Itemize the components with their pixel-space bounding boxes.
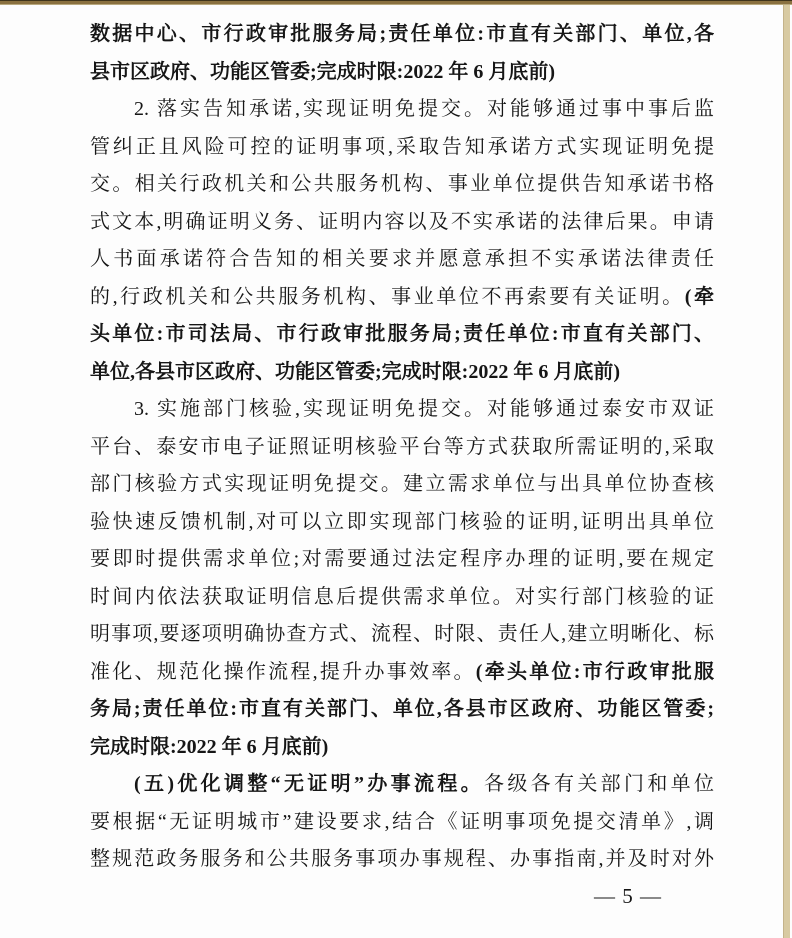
text-segment: 务局;责任单位:市直有关部门、单位,各县市区政府、功能区管委; (90, 698, 714, 720)
text-segment: 2. 落实告知承诺,实现证明免提交。对能够通过事中事后监 (134, 98, 714, 120)
text-segment: 要即时提供需求单位;对需要通过法定程序办理的证明,要在规定 (90, 548, 714, 570)
page-right-edge-strip (783, 0, 790, 938)
text-line (90, 504, 714, 542)
text-segment: 人书面承诺符合告知的相关要求并愿意承担不实承诺法律责任 (90, 248, 714, 270)
text-segment: 平台、泰安市电子证照证明核验平台等方式获取所需证明的,采取 (90, 435, 714, 458)
text-line (90, 391, 714, 429)
text-segment: (牵头单位:市行政审批服 (475, 660, 714, 683)
text-line (90, 279, 714, 317)
text-segment: 准化、规范化操作流程,提升办事效率。 (90, 660, 476, 683)
text-segment: (五)优化调整“无证明”办事流程。 (134, 773, 484, 795)
text-line (90, 691, 714, 729)
text-line (90, 429, 714, 467)
text-segment: 时间内依法获取证明信息后提供需求单位。对实行部门核验的证 (90, 585, 714, 608)
page-top-border (0, 0, 792, 5)
text-segment: 各级各有关部门和单位 (484, 773, 715, 795)
text-line (90, 54, 714, 92)
text-segment: (牵 (684, 285, 714, 308)
text-segment: 数据中心、市行政审批服务局;责任单位:市直有关部门、单位,各 (90, 23, 714, 45)
text-line (90, 841, 714, 879)
text-segment: 管纠正且风险可控的证明事项,采取告知承诺方式实现证明免提 (90, 135, 714, 158)
text-line (90, 241, 714, 279)
text-line (90, 91, 714, 129)
text-segment: 3. 实施部门核验,实现证明免提交。对能够通过泰安市双证 (134, 398, 714, 420)
text-segment: 式文本,明确证明义务、证明内容以及不实承诺的法律后果。申请 (90, 210, 714, 233)
text-segment: 县市区政府、功能区管委;完成时限:2022 年 6 月底前) (90, 60, 555, 83)
text-segment: 单位,各县市区政府、功能区管委;完成时限:2022 年 6 月底前) (90, 360, 620, 383)
text-line (90, 316, 714, 354)
text-line (90, 466, 714, 504)
text-line (90, 354, 714, 392)
text-line (90, 654, 714, 692)
document-body (90, 0, 714, 879)
text-segment: 头单位:市司法局、市行政审批服务局;责任单位:市直有关部门、 (90, 323, 714, 345)
text-line (90, 579, 714, 617)
text-segment: 整规范政务服务和公共服务事项办事规程、办事指南,并及时对外 (90, 848, 714, 870)
text-line (90, 166, 714, 204)
text-line (90, 804, 714, 842)
text-line (90, 541, 714, 579)
text-line (90, 616, 714, 654)
text-line (90, 204, 714, 242)
text-segment: 部门核验方式实现证明免提交。建立需求单位与出具单位协查核 (90, 473, 714, 495)
page-number: — 5 — (594, 884, 662, 908)
text-line (90, 729, 714, 767)
text-segment: 交。相关行政机关和公共服务机构、事业单位提供告知承诺书格 (90, 173, 714, 195)
text-segment: 完成时限:2022 年 6 月底前) (90, 735, 329, 758)
text-segment: 验快速反馈机制,对可以立即实现部门核验的证明,证明出具单位 (90, 510, 714, 533)
text-line (90, 16, 714, 54)
text-segment: 的,行政机关和公共服务机构、事业单位不再索要有关证明。 (90, 285, 685, 308)
text-line (90, 129, 714, 167)
text-line (90, 766, 714, 804)
text-segment: 要根据“无证明城市”建设要求,结合《证明事项免提交清单》,调 (90, 810, 714, 833)
text-segment: 明事项,要逐项明确协查方式、流程、时限、责任人,建立明晰化、标 (90, 623, 714, 645)
